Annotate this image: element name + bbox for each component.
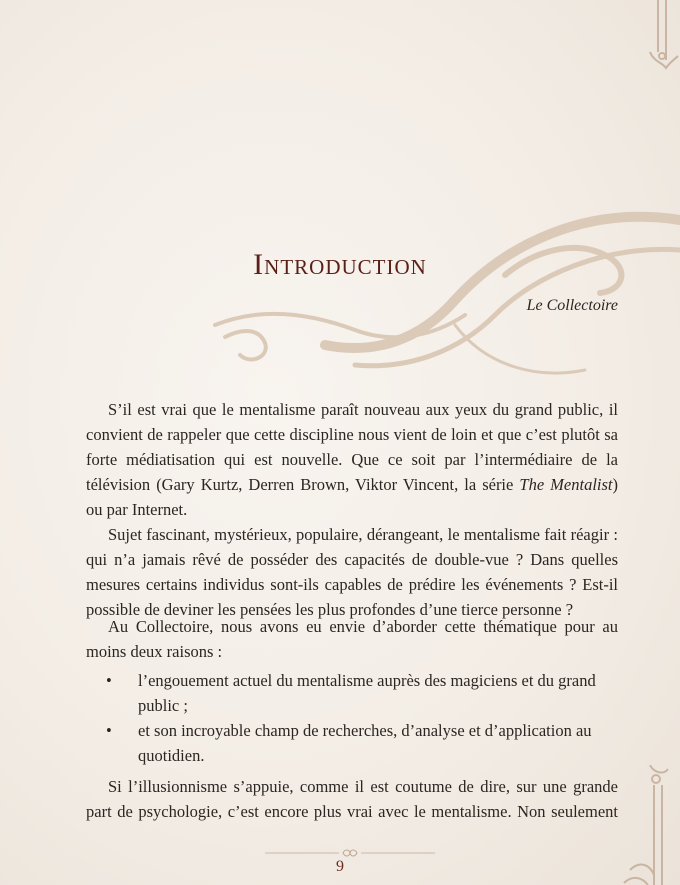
paragraph-1-text-b: ) ou par Internet.: [86, 475, 618, 519]
page-number: 9: [336, 858, 344, 875]
bullet-icon: •: [106, 721, 112, 740]
author-attribution: Le Collectoire: [526, 297, 618, 314]
paragraph-3: Au Collectoire, nous avons eu envie d’aborder cette thématique pour au moins deux raisons :: [86, 617, 618, 661]
corner-ornament-top-right: [628, 0, 680, 72]
body-text-block-1: [86, 397, 618, 622]
paragraph-1: [86, 397, 618, 522]
bullet-text-2: et son incroyable champ de recherches, d’analyse et d’application au quotidien.: [138, 721, 592, 765]
bullet-icon: •: [106, 671, 112, 690]
body-text-block-3: [86, 774, 618, 824]
footer-divider-ornament: [265, 848, 435, 858]
body-text-block-2: [86, 614, 618, 664]
bullet-list-item-2: [86, 718, 618, 768]
paragraph-2: Sujet fascinant, mystérieux, populaire, dérangeant, le mentalisme fait réagir : qui n’a jamais rêvé de posséder des capacités de double-vue ? Dans quelles mesures certains individus sont-ils capables de prédire les événements ? Est-il possible de deviner les pensées les plus profondes d’une tierce personne ?: [86, 525, 618, 619]
bullet-list-item-1: [86, 668, 618, 718]
paragraph-4: Si l’illusionnisme s’appuie, comme il est coutume de dire, sur une grande part de psychologie, c’est encore plus vrai avec le mentalisme. Non seulement: [86, 777, 618, 821]
bullet-text-1: l’engouement actuel du mentalisme auprès des magiciens et du grand public ;: [138, 671, 596, 715]
series-title: The Mentalist: [519, 475, 613, 494]
chapter-title: Introduction: [253, 248, 427, 281]
paragraph-1-text-a: S’il est vrai que le mentalisme paraît nouveau aux yeux du grand public, il convient de rappeler que cette discipline nous vient de loin et que c’est plutôt sa forte médiatisation qui est nouvelle. Que ce soit par l’intermédiaire de la télévision (Gary Kurtz, Derren Brown, Viktor Vincent, la série: [86, 400, 618, 494]
